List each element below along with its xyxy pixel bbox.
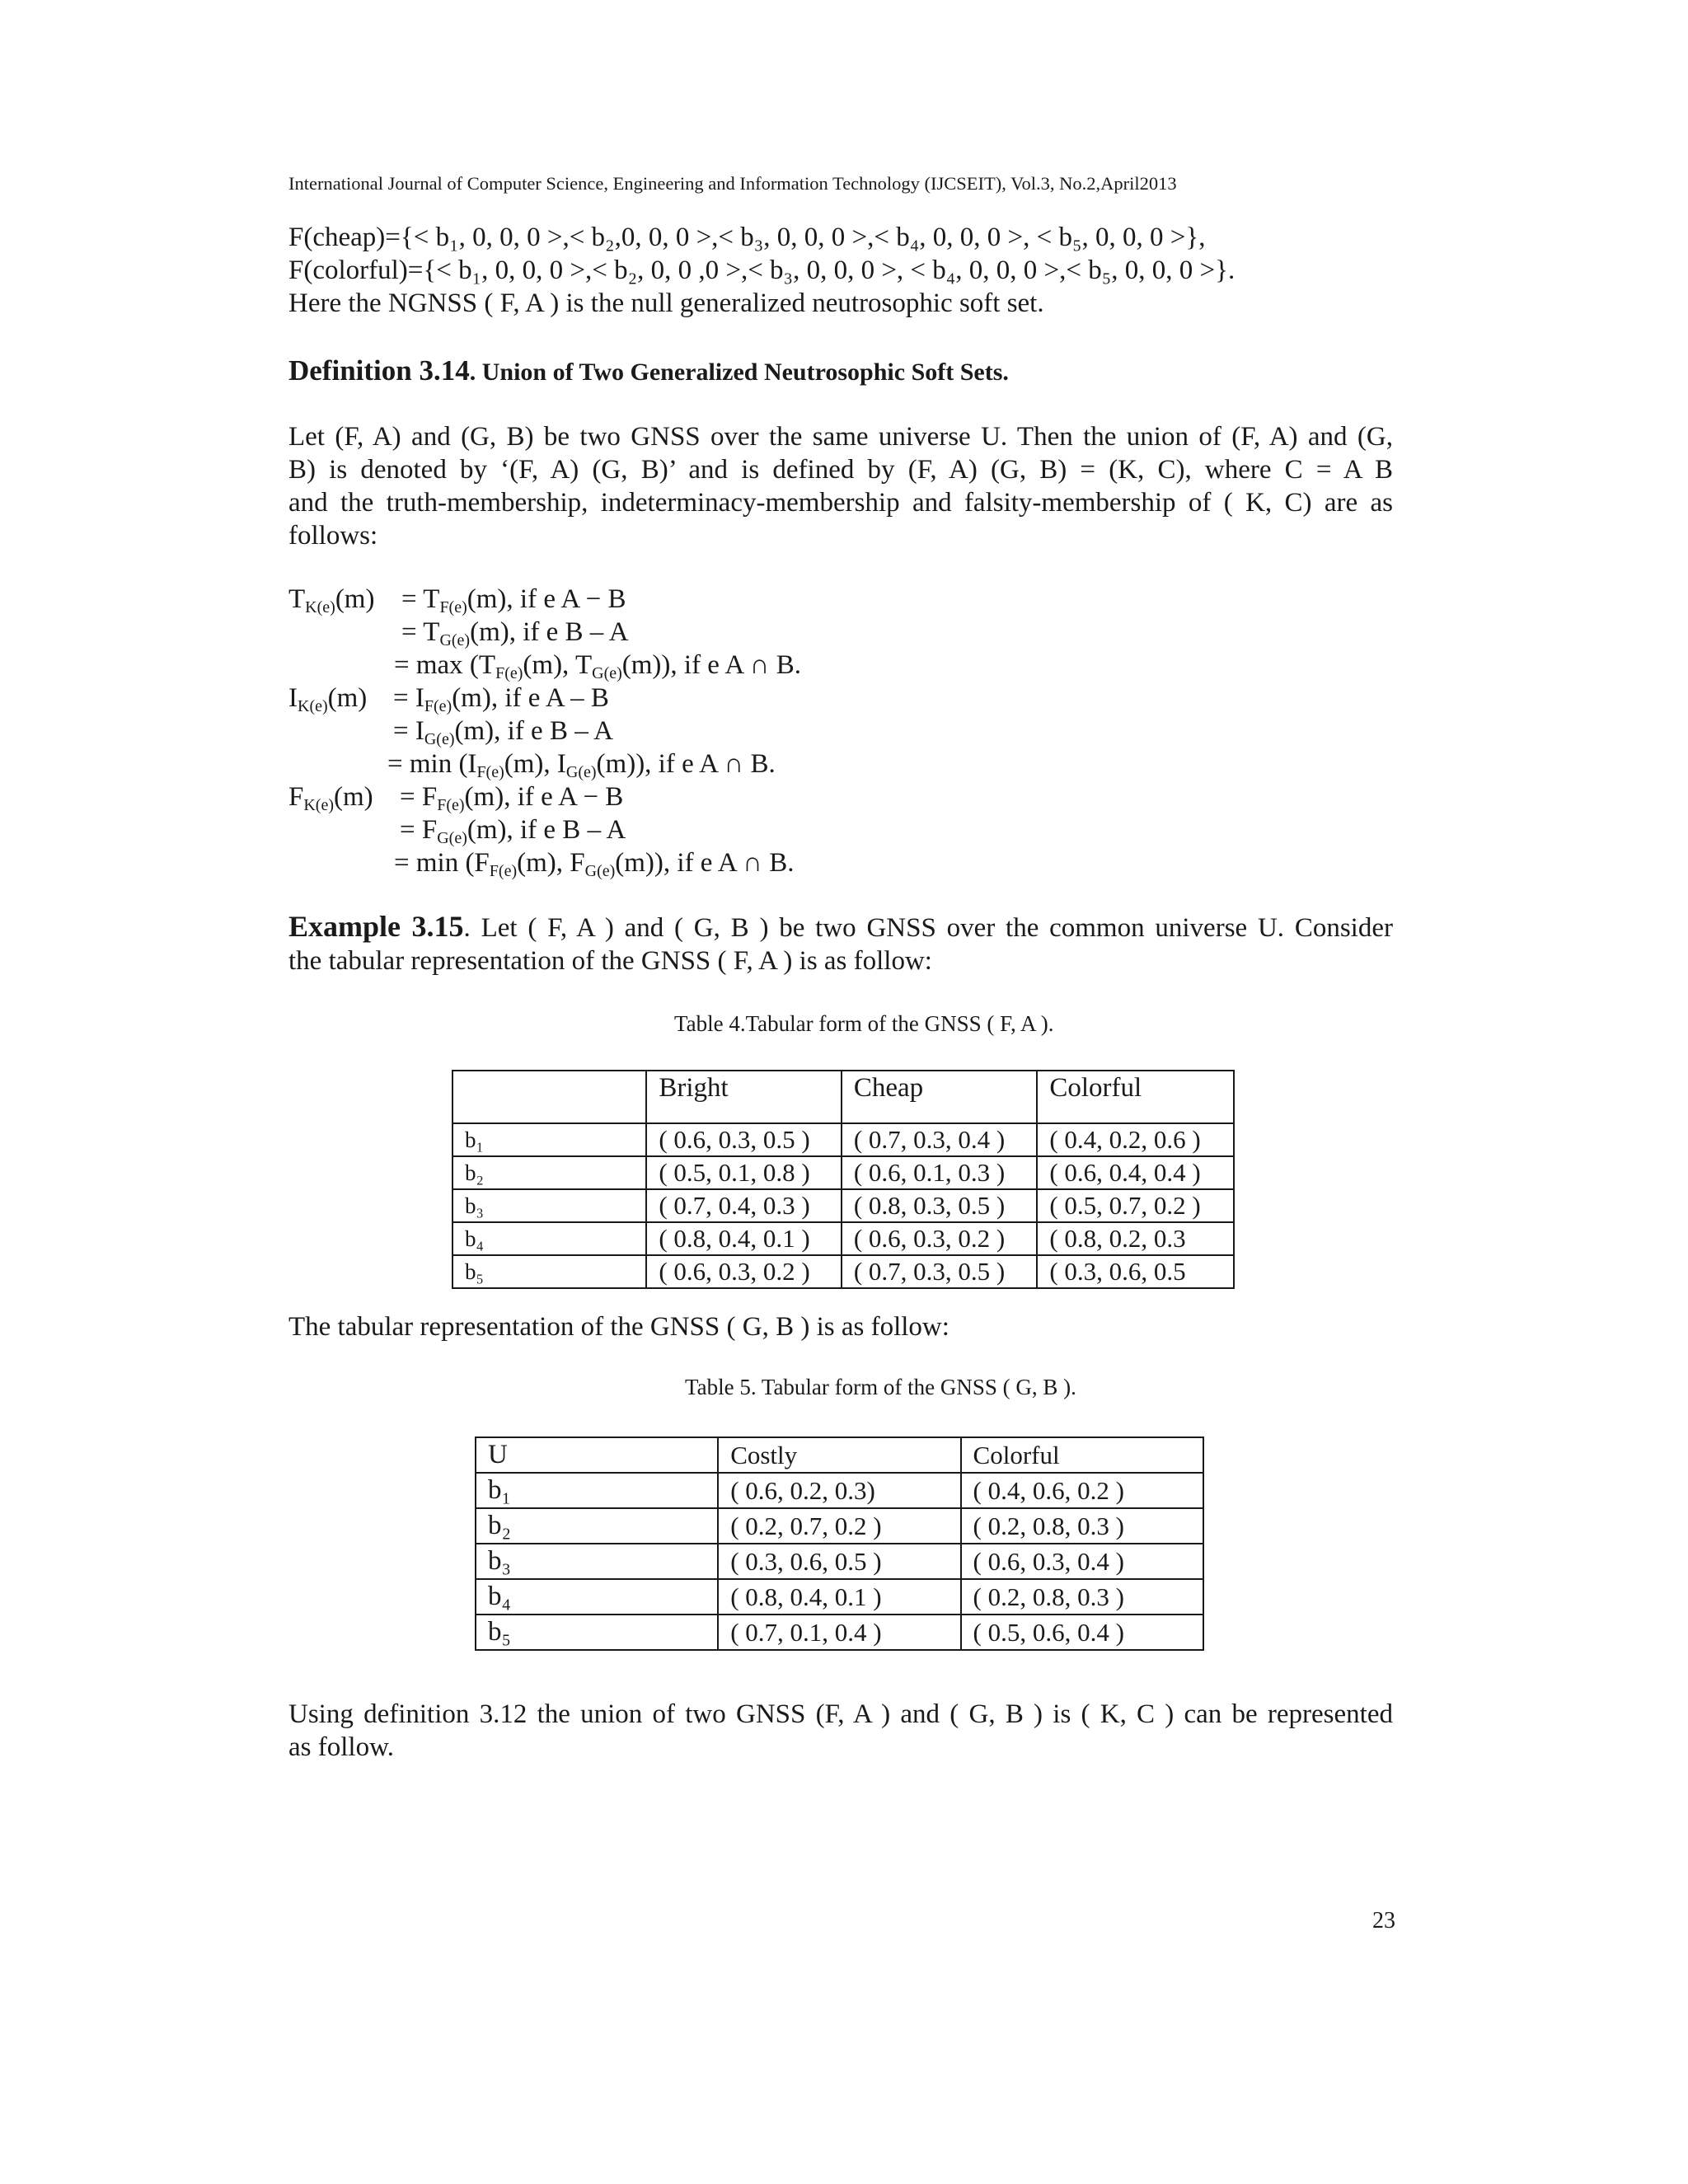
formula-i-line3: = $\min (I_{F(e)}(m)$, $I_{G(e)}(m)$), if e A ∩ B.: [387, 749, 776, 781]
table-row: [476, 1579, 1203, 1615]
table-cell: ( 0.4, 0.2, 0.6 ): [1037, 1123, 1234, 1156]
formula-t-lhs: $T_{K(e)}(m)$: [288, 584, 375, 616]
formula-f-line1: = $F_{F(e)}(m)$, if e A − B: [400, 782, 624, 814]
table-header-cell: Cheap: [842, 1071, 1038, 1123]
table-row: [476, 1615, 1203, 1650]
table5: [475, 1436, 1204, 1651]
formula-f-line2: = $F_{G(e)}(m)$, if e B – A: [400, 815, 626, 847]
formula-f-lhs: $F_{K(e)}(m)$: [288, 782, 373, 814]
closing-paragraph: [288, 1698, 1393, 1764]
table-header-cell: U: [476, 1437, 718, 1473]
table-cell: ( 0.6, 0.1, 0.3 ): [842, 1156, 1038, 1189]
example-paragraph: [288, 910, 1393, 977]
table4-caption: Table 4.Tabular form of the GNSS ( F, A ).: [674, 1011, 1054, 1036]
intro-line-cheap: F(cheap)={< b₁, 0, 0, 0 >,< b₂,0, 0, 0 >,< b₃, 0, 0, 0 >,< b₄, 0, 0, 0 >, < b₅, 0, 0, 0 >},: [288, 223, 1206, 252]
example-line: Example 3.15. Let ( F, A ) and ( G, B ) be two GNSS over the common universe U. Consider: [288, 910, 1393, 943]
table-cell: b₂: [476, 1508, 718, 1544]
formula-t-line1: = $T_{F(e)}(m)$, if e A − B: [401, 584, 626, 616]
example-line: the tabular representation of the GNSS ( F, A ) is as follow:: [288, 946, 932, 976]
table-row: [476, 1544, 1203, 1579]
formula-i-line1: = $I_{F(e)}(m)$, if e A – B: [393, 683, 609, 715]
table-cell: ( 0.8, 0.2, 0.3: [1037, 1222, 1234, 1255]
table-cell: b₄: [476, 1579, 718, 1615]
table-header-row: [452, 1071, 1234, 1123]
table-cell: ( 0.6, 0.3, 0.2 ): [646, 1255, 842, 1288]
table-cell: ( 0.8, 0.4, 0.1 ): [646, 1222, 842, 1255]
table-cell: ( 0.5, 0.6, 0.4 ): [961, 1615, 1203, 1650]
definition-heading: . Union of Two Generalized Neutrosophic Soft Sets.: [469, 359, 1009, 386]
table-cell: ( 0.6, 0.2, 0.3): [718, 1473, 960, 1508]
closing-line: as follow.: [288, 1732, 395, 1762]
definition-line: B) is denoted by ‘(F, A) (G, B)’ and is defined by (F, A) (G, B) = (K, C), where C = A B: [288, 455, 1393, 485]
definition-line: Let (F, A) and (G, B) be two GNSS over the same universe U. Then the union of (F, A) and (G,: [288, 422, 1393, 452]
table-cell: ( 0.6, 0.3, 0.4 ): [961, 1544, 1203, 1579]
table-header-cell: Colorful: [961, 1437, 1203, 1473]
table-cell: ( 0.8, 0.3, 0.5 ): [842, 1189, 1038, 1222]
definition-paragraph: [288, 420, 1393, 552]
table4: [452, 1070, 1235, 1289]
table-cell: ( 0.3, 0.6, 0.5 ): [718, 1544, 960, 1579]
table-row: [452, 1156, 1234, 1189]
intro-line-null: Here the NGNSS ( F, A ) is the null generalized neutrosophic soft set.: [288, 288, 1044, 318]
table-cell: ( 0.6, 0.4, 0.4 ): [1037, 1156, 1234, 1189]
table-cell: ( 0.7, 0.1, 0.4 ): [718, 1615, 960, 1650]
table-header-row: [476, 1437, 1203, 1473]
table-cell: b₄: [452, 1222, 646, 1255]
table-cell: b₁: [476, 1473, 718, 1508]
table-header-cell: [452, 1071, 646, 1123]
definition-line: follows:: [288, 521, 378, 551]
table-row: [452, 1255, 1234, 1288]
table-cell: ( 0.5, 0.1, 0.8 ): [646, 1156, 842, 1189]
closing-line: Using definition 3.12 the union of two GNSS (F, A ) and ( G, B ) is ( K, C ) can be represented: [288, 1699, 1393, 1729]
table-header-cell: Colorful: [1037, 1071, 1234, 1123]
definition-number: Definition 3.14: [288, 354, 470, 387]
intro-line-colorful: F(colorful)={< b₁, 0, 0, 0 >,< b₂, 0, 0 ,0 >,< b₃, 0, 0, 0 >, < b₄, 0, 0, 0 >,< b₅, 0, 0, 0 >}.: [288, 255, 1236, 285]
table-row: [452, 1189, 1234, 1222]
table-cell: ( 0.5, 0.7, 0.2 ): [1037, 1189, 1234, 1222]
definition-line: and the truth-membership, indeterminacy-membership and falsity-membership of ( K, C) are as: [288, 488, 1393, 518]
table-cell: ( 0.2, 0.8, 0.3 ): [961, 1508, 1203, 1544]
table-cell: ( 0.6, 0.3, 0.2 ): [842, 1222, 1038, 1255]
page-number: 23: [1372, 1908, 1395, 1933]
table-header-cell: Costly: [718, 1437, 960, 1473]
example-number: Example 3.15: [288, 910, 464, 943]
definition-title: [288, 354, 1009, 387]
table-cell: b₂: [452, 1156, 646, 1189]
table-cell: ( 0.7, 0.3, 0.4 ): [842, 1123, 1038, 1156]
formula-t-line2: = $T_{G(e)}(m)$, if e B – A: [401, 617, 629, 649]
table-cell: ( 0.4, 0.6, 0.2 ): [961, 1473, 1203, 1508]
table-cell: ( 0.2, 0.7, 0.2 ): [718, 1508, 960, 1544]
table-row: [476, 1508, 1203, 1544]
table5-intro: The tabular representation of the GNSS ( G, B ) is as follow:: [288, 1312, 950, 1342]
table-cell: b₅: [476, 1615, 718, 1650]
table-cell: ( 0.3, 0.6, 0.5: [1037, 1255, 1234, 1288]
table-row: [452, 1123, 1234, 1156]
table-cell: ( 0.6, 0.3, 0.5 ): [646, 1123, 842, 1156]
table-row: [476, 1473, 1203, 1508]
table-cell: b₃: [476, 1544, 718, 1579]
table-cell: ( 0.7, 0.3, 0.5 ): [842, 1255, 1038, 1288]
table-row: [452, 1222, 1234, 1255]
formula-i-lhs: $I_{K(e)}(m)$: [288, 683, 368, 715]
formula-f-line3: = $\min (F_{F(e)}(m)$, $F_{G(e)}(m)$), if e A ∩ B.: [394, 848, 795, 880]
table-cell: ( 0.8, 0.4, 0.1 ): [718, 1579, 960, 1615]
formula-t-line3: = $\max (T_{F(e)}(m)$, $T_{G(e)}(m)$), if e A ∩ B.: [394, 650, 801, 682]
table-cell: b₃: [452, 1189, 646, 1222]
table5-caption: Table 5. Tabular form of the GNSS ( G, B ).: [685, 1375, 1076, 1399]
table-cell: ( 0.2, 0.8, 0.3 ): [961, 1579, 1203, 1615]
running-header: International Journal of Computer Science, Engineering and Information Technology (IJCSEIT), Vol.3, No.2,April2013: [288, 173, 1177, 194]
table-header-cell: Bright: [646, 1071, 842, 1123]
formula-i-line2: = $I_{G(e)}(m)$, if e B – A: [393, 716, 613, 748]
table-cell: b₅: [452, 1255, 646, 1288]
table-cell: ( 0.7, 0.4, 0.3 ): [646, 1189, 842, 1222]
table-cell: b₁: [452, 1123, 646, 1156]
